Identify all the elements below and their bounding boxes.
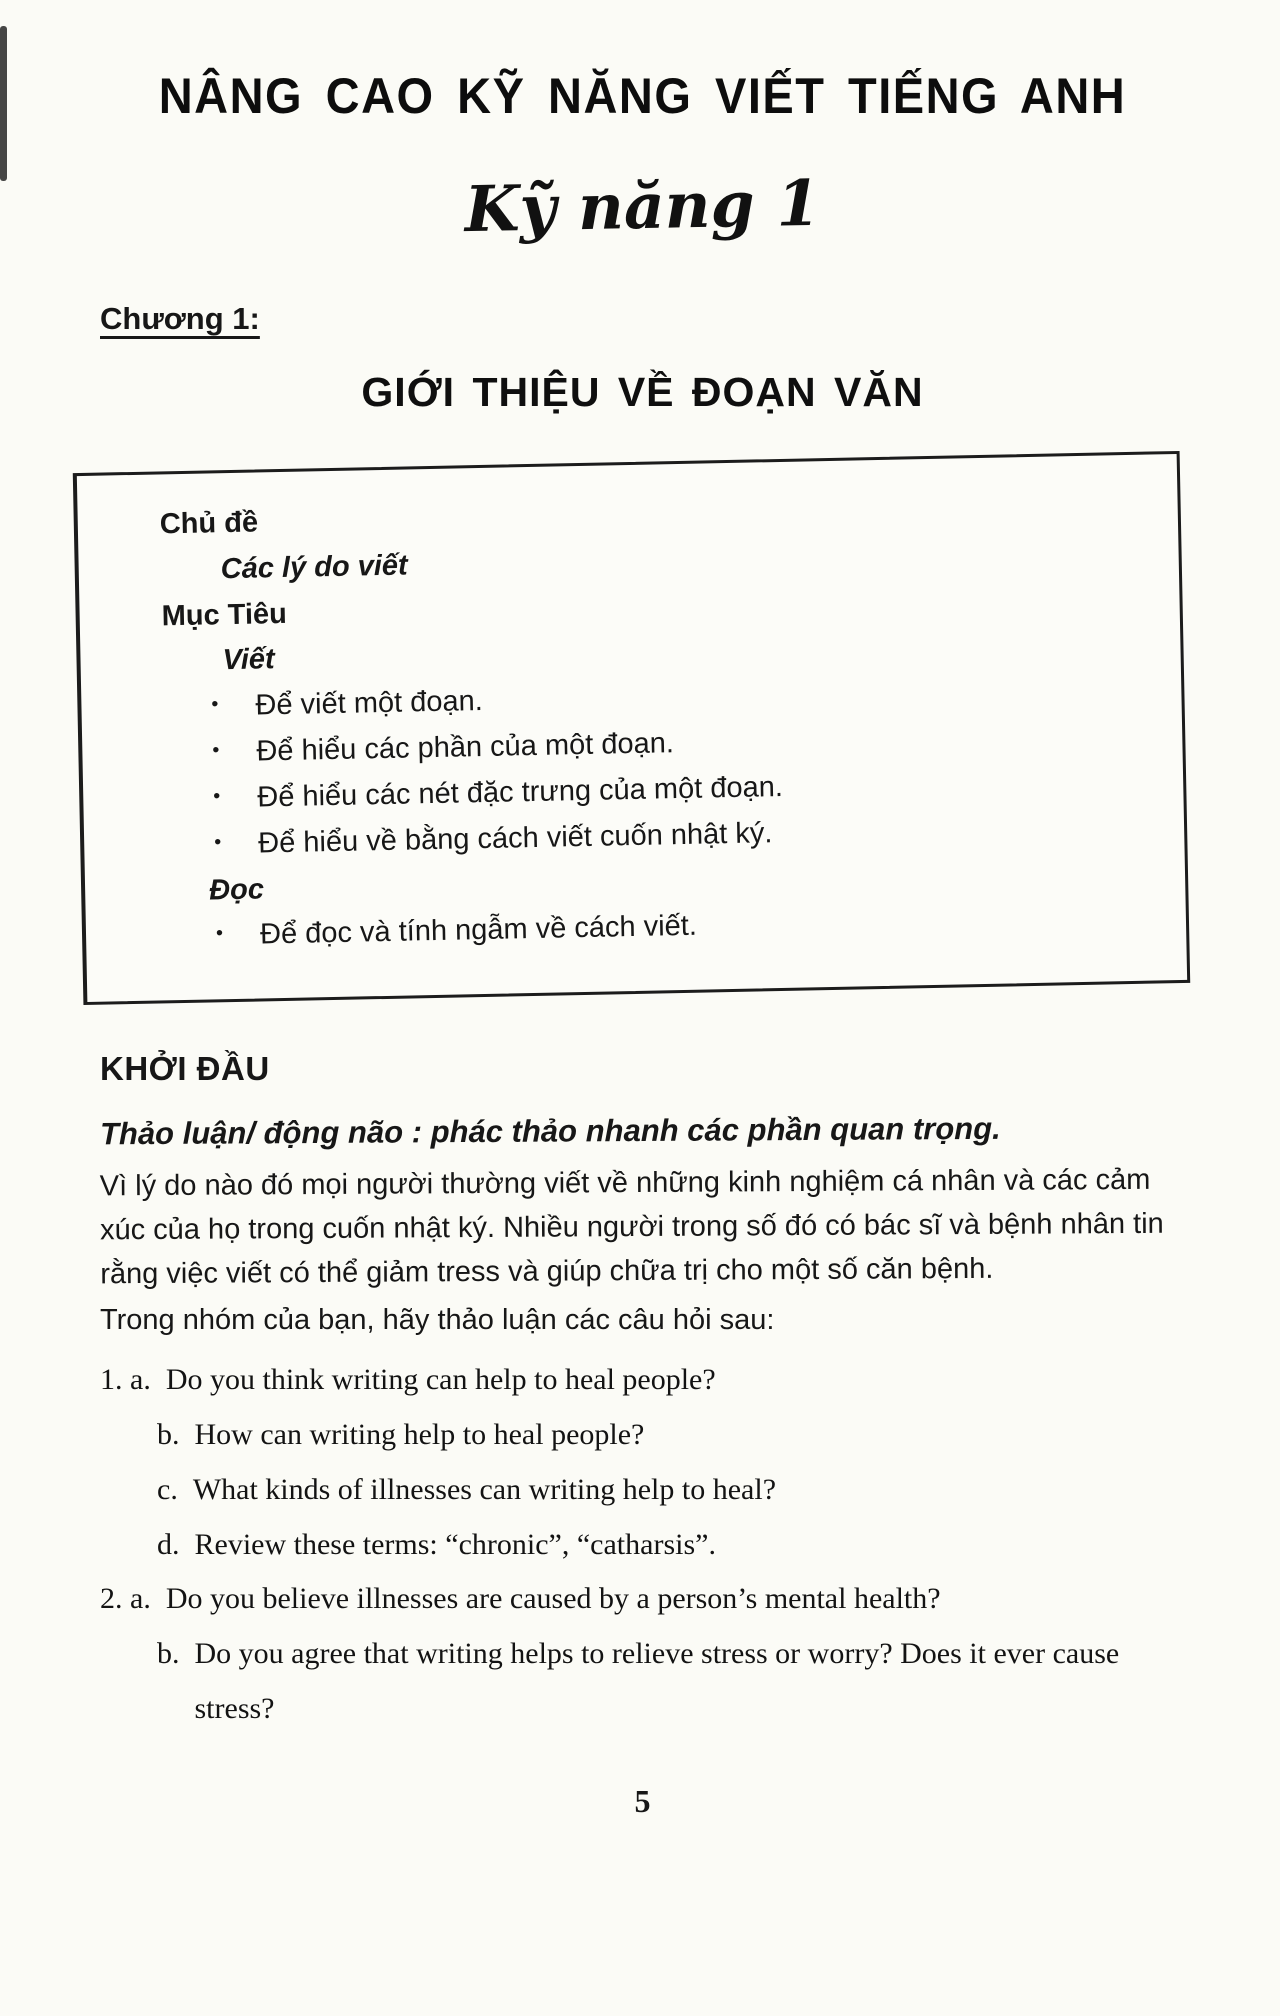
question-text: What kinds of illnesses can writing help to heal? [192,1472,777,1506]
question-text: Do you believe illnesses are caused by a person’s mental health? [165,1582,941,1616]
question-number: 1. a. [100,1362,151,1396]
page-number: 5 [634,1783,651,1820]
question-item [100,1518,1185,1573]
question-item [100,1408,1185,1463]
chapter-title: GIỚI THIỆU VỀ ĐOẠN VĂN [361,369,924,415]
question-text: How can writing help to heal people? [194,1417,645,1451]
bullet-icon: • [213,830,222,854]
topic-value: Các lý do viết [220,549,408,586]
question-text: Do you agree that writing helps to relieve stress or worry? Does it ever cause stress? [194,1637,1120,1726]
question-number: 2. a. [100,1582,151,1616]
question-text: Do you think writing can help to heal people? [165,1362,716,1396]
read-label: Đọc [208,872,265,907]
objective-text: Để đọc và tính ngẫm về cách viết. [259,910,698,951]
question-list [100,1353,1185,1737]
objective-text: Để viết một đoạn. [255,685,484,722]
question-number: b. [157,1417,180,1451]
question-item [100,1627,1185,1737]
bullet-icon: • [215,922,224,945]
objectives-box [73,451,1190,1005]
objective-text: Để hiểu các phần của một đoạn. [256,727,675,768]
question-item [100,1572,1185,1627]
question-item [100,1353,1185,1408]
section-heading: KHỞI ĐẦU [100,1050,270,1088]
objective-text: Để hiểu về bằng cách viết cuốn nhật ký. [257,816,773,860]
book-title: NÂNG CAO KỸ NĂNG VIẾT TIẾNG ANH [158,67,1127,124]
write-label: Viết [222,643,275,677]
objective-text: Để hiểu các nét đặc trưng của một đoạn. [256,770,784,814]
bullet-icon: • [212,739,220,762]
goal-label: Mục Tiêu [161,597,288,633]
instruction-line: Trong nhóm của bạn, hãy thảo luận các câu hỏi sau: [100,1304,775,1337]
chapter-label: Chương 1: [100,301,260,336]
skill-script-heading: Kỹ năng 1 [464,165,821,247]
bullet-icon: • [213,785,221,808]
bullet-icon: • [211,693,219,716]
question-number: b. [157,1637,180,1671]
question-number: c. [157,1472,178,1506]
scan-edge-artifact [0,26,7,181]
question-item [100,1463,1185,1518]
topic-label: Chủ đề [159,506,259,541]
intro-paragraph: Vì lý do nào đó mọi người thường viết về những kinh nghiệm cá nhân và các cảm xúc của họ trong cuốn nhật ký. Nhiều người trong số đó có bác sĩ và bệnh nhân tin rằng việc viết có thể giảm tress và giúp chữa trị cho một số căn bệnh. [99,1164,1164,1291]
discussion-subheading: Thảo luận/ động não : phác thảo nhanh các phần quan trọng. [99,1110,1001,1152]
question-number: d. [157,1527,180,1561]
question-text: Review these terms: “chronic”, “catharsis”. [194,1527,716,1561]
